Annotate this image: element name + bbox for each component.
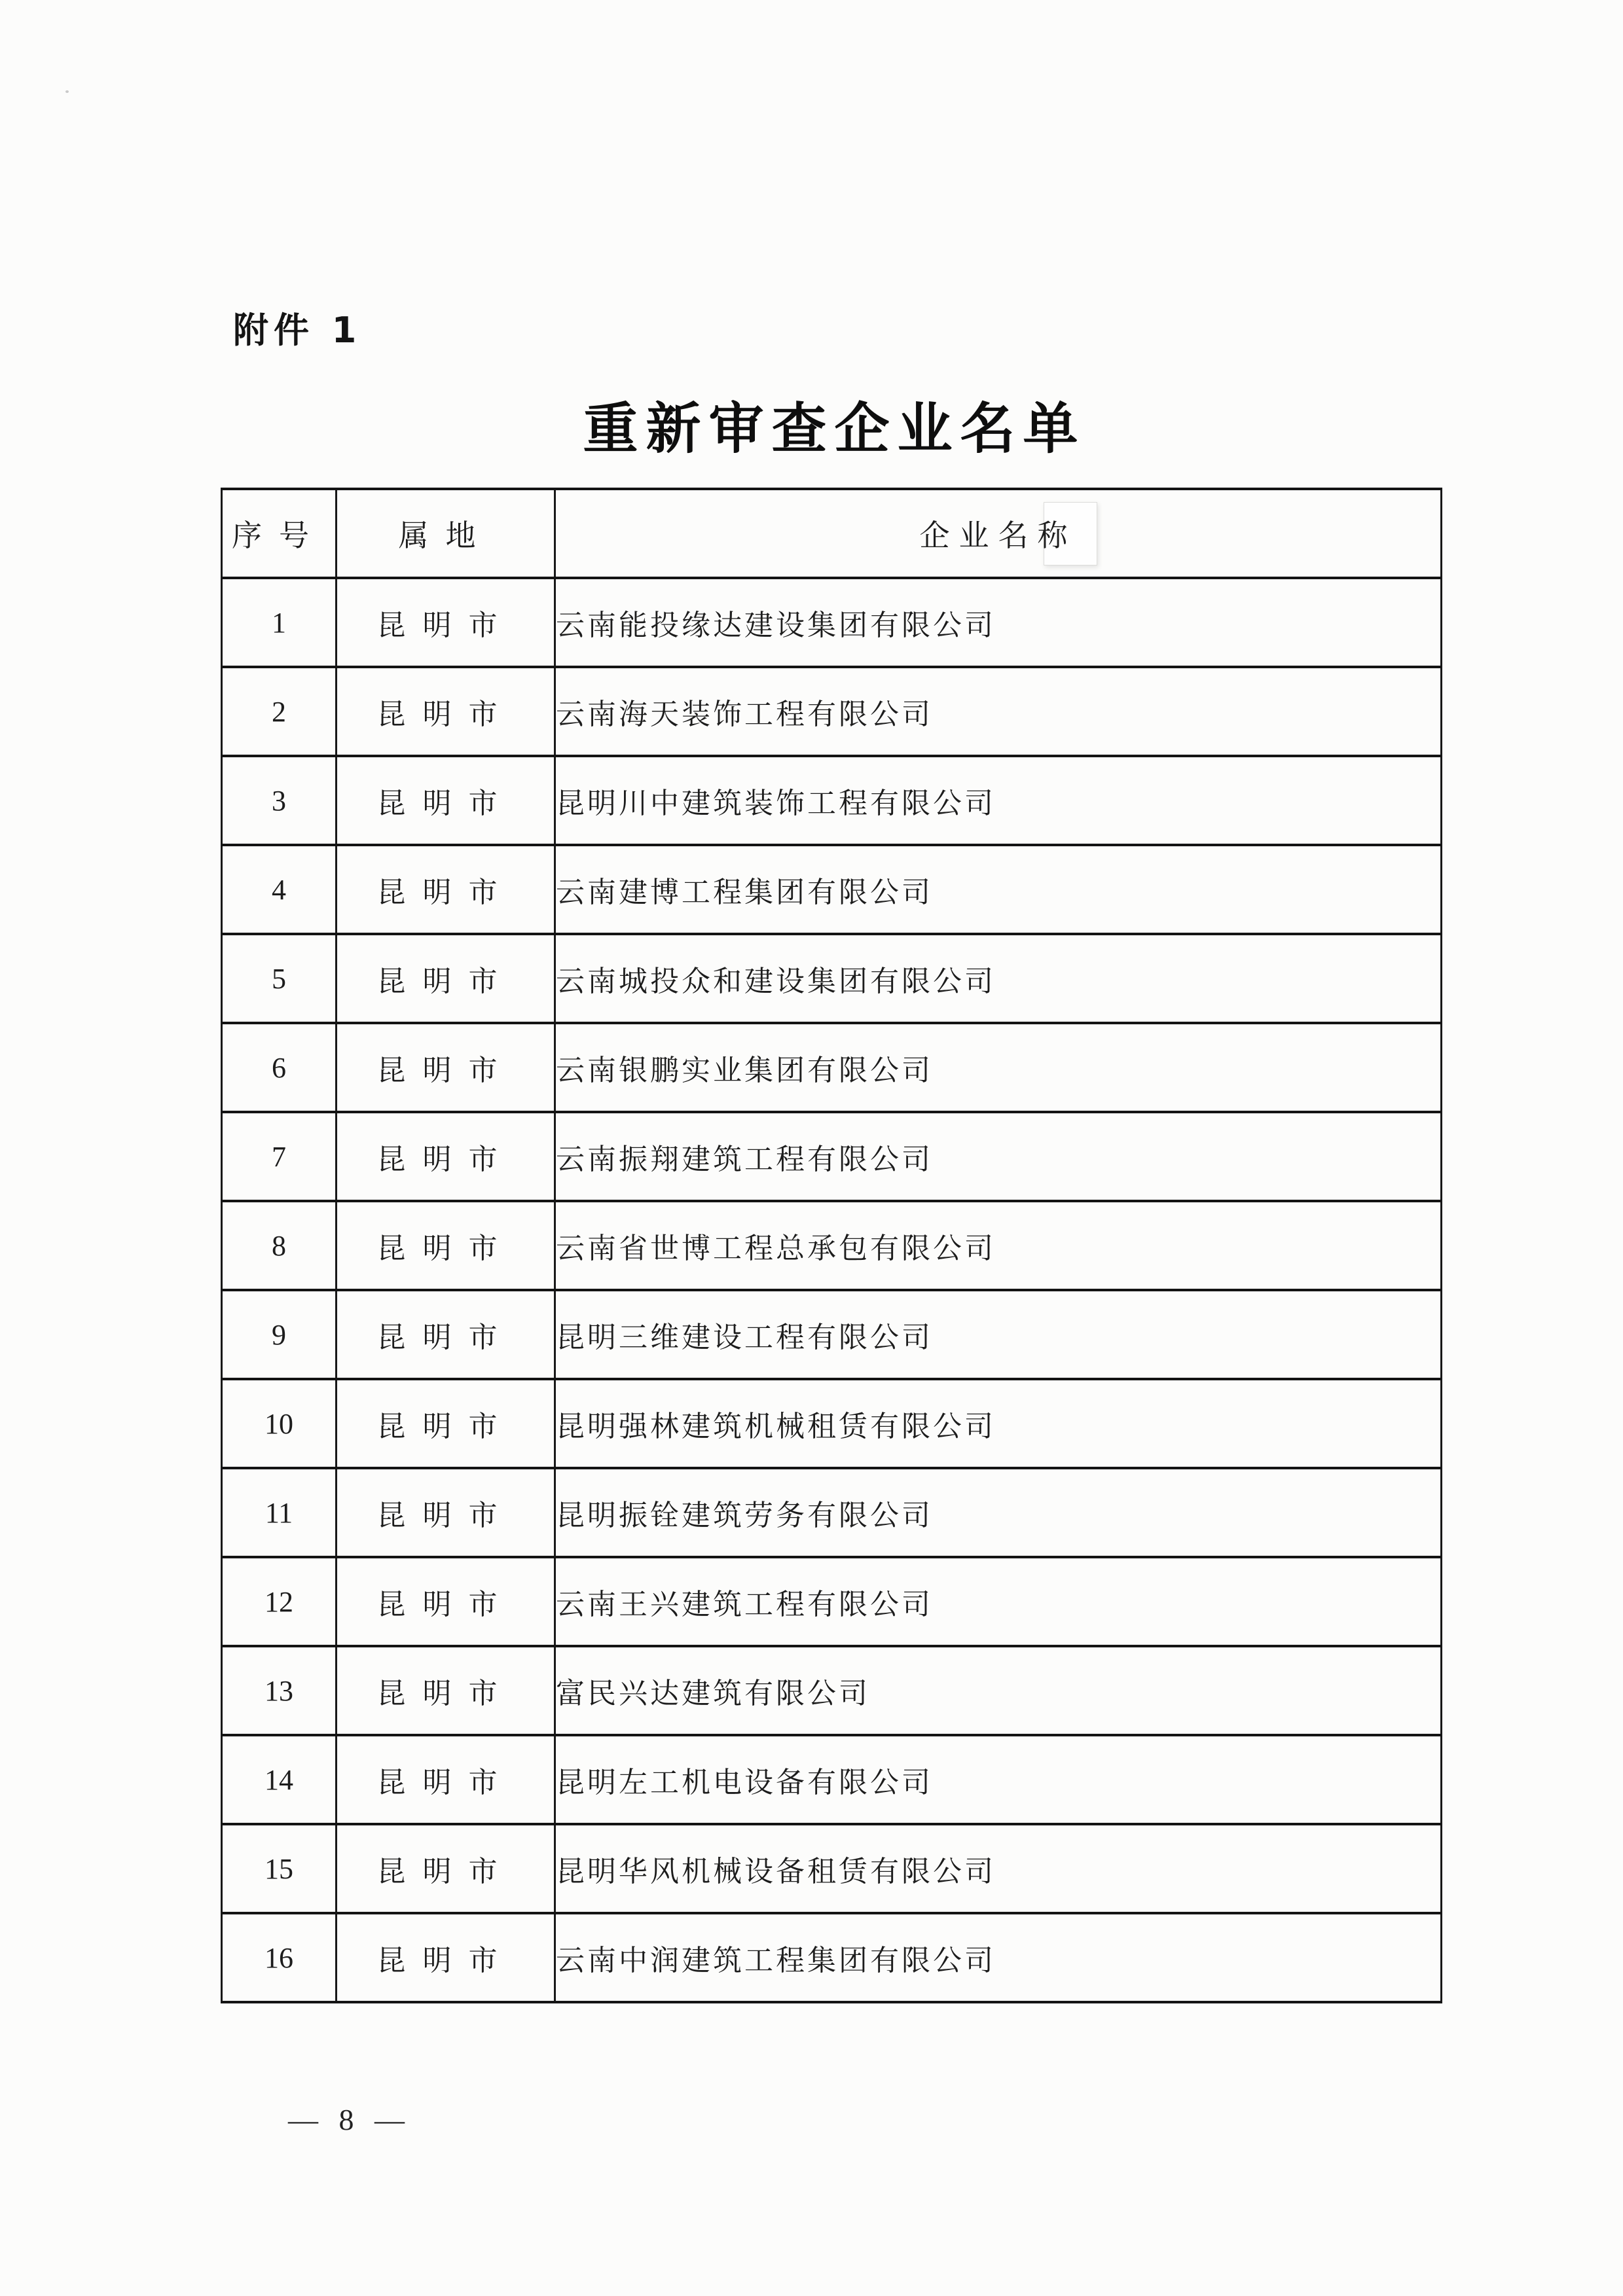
- region-cell: 昆明市: [337, 578, 555, 667]
- row-number-cell: 16: [222, 1913, 337, 2002]
- region-cell: 昆明市: [337, 1824, 555, 1913]
- region-cell: 昆明市: [337, 1112, 555, 1201]
- row-number-cell: 10: [222, 1379, 337, 1468]
- table-row: [222, 1468, 1442, 1557]
- region-cell: 昆明市: [337, 1290, 555, 1379]
- table-row: [222, 1023, 1442, 1112]
- company-name-cell: 昆明振铨建筑劳务有限公司: [555, 1468, 1442, 1557]
- row-number-cell: 6: [222, 1023, 337, 1112]
- table-row: [222, 1913, 1442, 2002]
- row-number-cell: 2: [222, 667, 337, 756]
- company-name-cell: 云南能投缘达建设集团有限公司: [555, 578, 1442, 667]
- scan-speck: [65, 90, 69, 93]
- row-number-cell: 4: [222, 845, 337, 934]
- table-row: [222, 1379, 1442, 1468]
- region-cell: 昆明市: [337, 1646, 555, 1735]
- table-row: [222, 1824, 1442, 1913]
- region-cell: 昆明市: [337, 1735, 555, 1824]
- company-name-cell: 昆明三维建设工程有限公司: [555, 1290, 1442, 1379]
- table-row: [222, 1646, 1442, 1735]
- row-number-cell: 3: [222, 756, 337, 845]
- row-number-cell: 7: [222, 1112, 337, 1201]
- row-number-cell: 15: [222, 1824, 337, 1913]
- company-name-cell: 云南振翔建筑工程有限公司: [555, 1112, 1442, 1201]
- company-name-cell: 云南海天装饰工程有限公司: [555, 667, 1442, 756]
- region-cell: 昆明市: [337, 1913, 555, 2002]
- table-row: [222, 578, 1442, 667]
- header-company-label: 企业名称: [919, 519, 1077, 552]
- company-name-cell: 云南中润建筑工程集团有限公司: [555, 1913, 1442, 2002]
- table-row: [222, 845, 1442, 934]
- company-name-cell: 昆明左工机电设备有限公司: [555, 1735, 1442, 1824]
- table-row: [222, 756, 1442, 845]
- attachment-label: 附件 1: [233, 310, 362, 351]
- row-number-cell: 11: [222, 1468, 337, 1557]
- company-table: [221, 488, 1442, 2003]
- page-title: 重新审查企业名单: [583, 399, 1086, 460]
- region-cell: 昆明市: [337, 934, 555, 1023]
- company-name-cell: 云南城投众和建设集团有限公司: [555, 934, 1442, 1023]
- row-number-cell: 12: [222, 1557, 337, 1646]
- row-number-cell: 1: [222, 578, 337, 667]
- table-header-row: [222, 489, 1442, 578]
- row-number-cell: 9: [222, 1290, 337, 1379]
- row-number-cell: 14: [222, 1735, 337, 1824]
- company-name-cell: 昆明川中建筑装饰工程有限公司: [555, 756, 1442, 845]
- region-cell: 昆明市: [337, 667, 555, 756]
- header-no: 序号: [222, 489, 337, 578]
- table-row: [222, 1290, 1442, 1379]
- table-row: [222, 1557, 1442, 1646]
- company-name-cell: 富民兴达建筑有限公司: [555, 1646, 1442, 1735]
- row-number-cell: 8: [222, 1201, 337, 1290]
- table-row: [222, 1735, 1442, 1824]
- region-cell: 昆明市: [337, 1201, 555, 1290]
- table-row: [222, 1201, 1442, 1290]
- company-name-cell: 云南建博工程集团有限公司: [555, 845, 1442, 934]
- header-region: 属地: [337, 489, 555, 578]
- row-number-cell: 5: [222, 934, 337, 1023]
- company-name-cell: 云南王兴建筑工程有限公司: [555, 1557, 1442, 1646]
- row-number-cell: 13: [222, 1646, 337, 1735]
- table-row: [222, 1112, 1442, 1201]
- company-name-cell: 昆明强林建筑机械租赁有限公司: [555, 1379, 1442, 1468]
- table-row: [222, 934, 1442, 1023]
- header-company: [555, 489, 1442, 578]
- region-cell: 昆明市: [337, 1468, 555, 1557]
- company-name-cell: 云南省世博工程总承包有限公司: [555, 1201, 1442, 1290]
- region-cell: 昆明市: [337, 1379, 555, 1468]
- region-cell: 昆明市: [337, 845, 555, 934]
- region-cell: 昆明市: [337, 756, 555, 845]
- region-cell: 昆明市: [337, 1023, 555, 1112]
- company-name-cell: 昆明华风机械设备租赁有限公司: [555, 1824, 1442, 1913]
- page-number: — 8 —: [288, 2103, 411, 2136]
- region-cell: 昆明市: [337, 1557, 555, 1646]
- company-name-cell: 云南银鹏实业集团有限公司: [555, 1023, 1442, 1112]
- table-row: [222, 667, 1442, 756]
